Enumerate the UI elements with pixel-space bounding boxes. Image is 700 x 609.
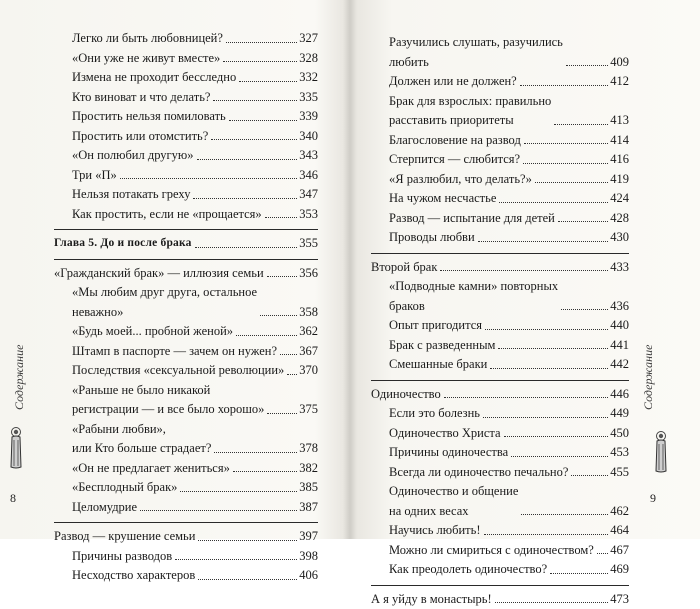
page-number: 8: [10, 491, 16, 506]
leader-dots: [498, 348, 608, 349]
toc-entry: Всегда ли одиночество печально? 455: [371, 463, 629, 483]
toc-entry: Опыт пригодится 440: [371, 316, 629, 336]
left-page: [0, 0, 349, 539]
section-divider: [371, 585, 629, 586]
leader-dots: [523, 163, 608, 164]
toc-entry: «Он полюбил другую» 343: [54, 146, 318, 166]
toc-entry: Легко ли быть любовницей? 327: [54, 29, 318, 49]
toc-entry: Как простить, если не «прощается» 353: [54, 205, 318, 225]
leader-dots: [484, 534, 609, 535]
leader-dots: [495, 602, 609, 603]
running-head: Содержание: [12, 345, 27, 410]
leader-dots: [504, 436, 609, 437]
running-head: Содержание: [641, 345, 656, 410]
leader-dots: [485, 329, 608, 330]
leader-dots: [440, 270, 608, 271]
leader-dots: [267, 276, 298, 277]
leader-dots: [197, 159, 298, 160]
leader-dots: [260, 315, 297, 316]
toc-entry: Как преодолеть одиночество? 469: [371, 560, 629, 580]
left-toc: [54, 29, 318, 586]
toc-entry: «Раньше не было никакой регистрации — и все было хорошо» 375: [54, 381, 318, 420]
leader-dots: [280, 354, 297, 355]
section-divider: [54, 259, 318, 260]
toc-entry: «Подводные камни» повторных браков 436: [371, 277, 629, 316]
leader-dots: [524, 143, 608, 144]
toc-entry: Можно ли смириться с одиночеством? 467: [371, 541, 629, 561]
toc-entry: Простить или отомстить? 340: [54, 127, 318, 147]
leader-dots: [198, 540, 297, 541]
toc-entry: Кто виноват и что делать? 335: [54, 88, 318, 108]
toc-entry: Проводы любви 430: [371, 228, 629, 248]
toc-entry: «Рабыни любви», или Кто больше страдает? 378: [54, 420, 318, 459]
toc-entry: Три «П» 346: [54, 166, 318, 186]
toc-entry: Смешанные браки 442: [371, 355, 629, 375]
section-divider: [54, 522, 318, 523]
leader-dots: [478, 241, 609, 242]
toc-entry: «Мы любим друг друга, остальное неважно» 358: [54, 283, 318, 322]
toc-entry: Должен или не должен? 412: [371, 72, 629, 92]
right-toc: [371, 33, 629, 609]
toc-entry: Одиночество 446: [371, 385, 629, 405]
toc-entry: Разучились слушать, разучились любить 409: [371, 33, 629, 72]
leader-dots: [444, 397, 608, 398]
toc-entry: «Они уже не живут вместе» 328: [54, 49, 318, 69]
leader-dots: [140, 510, 297, 511]
leader-dots: [213, 100, 297, 101]
section-divider: [54, 229, 318, 230]
toc-entry: Причины разводов 398: [54, 547, 318, 567]
toc-entry: На чужом несчастье 424: [371, 189, 629, 209]
saint-figure-icon: [651, 430, 671, 474]
leader-dots: [550, 573, 608, 574]
leader-dots: [554, 124, 608, 125]
toc-entry: Измена не проходит бесследно 332: [54, 68, 318, 88]
toc-entry: «Гражданский брак» — иллюзия семьи 356: [54, 264, 318, 284]
leader-dots: [180, 491, 297, 492]
leader-dots: [223, 61, 297, 62]
leader-dots: [175, 559, 297, 560]
leader-dots: [195, 247, 298, 248]
toc-entry: Одиночество Христа 450: [371, 424, 629, 444]
right-page: [351, 0, 700, 539]
leader-dots: [499, 202, 608, 203]
section-divider: [371, 380, 629, 381]
leader-dots: [483, 417, 608, 418]
toc-entry: Несходство характеров 406: [54, 566, 318, 586]
leader-dots: [236, 335, 297, 336]
leader-dots: [597, 553, 608, 554]
toc-entry: Научись любить! 464: [371, 521, 629, 541]
leader-dots: [198, 579, 297, 580]
toc-entry: Стерпится — слюбится? 416: [371, 150, 629, 170]
toc-entry: Нельзя потакать греху 347: [54, 185, 318, 205]
toc-entry: Брак с разведенным 441: [371, 336, 629, 356]
leader-dots: [558, 221, 608, 222]
leader-dots: [566, 65, 608, 66]
leader-dots: [520, 85, 609, 86]
section-divider: [371, 253, 629, 254]
toc-entry: А я уйду в монастырь! 473: [371, 590, 629, 609]
leader-dots: [233, 471, 297, 472]
leader-dots: [214, 452, 297, 453]
toc-entry: «Будь моей... пробной женой» 362: [54, 322, 318, 342]
toc-entry: Если это болезнь 449: [371, 404, 629, 424]
leader-dots: [535, 182, 608, 183]
leader-dots: [226, 42, 297, 43]
toc-entry: «Я разлюбил, что делать?» 419: [371, 170, 629, 190]
leader-dots: [193, 198, 297, 199]
toc-entry: Благословение на развод 414: [371, 131, 629, 151]
toc-entry: Брак для взрослых: правильно расставить приоритеты 413: [371, 92, 629, 131]
toc-entry: «Бесплодный брак» 385: [54, 478, 318, 498]
toc-entry: Развод — испытание для детей 428: [371, 209, 629, 229]
leader-dots: [511, 456, 608, 457]
leader-dots: [267, 413, 297, 414]
leader-dots: [211, 139, 297, 140]
page-number: 9: [650, 491, 656, 506]
toc-entry: Второй брак 433: [371, 258, 629, 278]
leader-dots: [490, 368, 608, 369]
leader-dots: [571, 475, 608, 476]
toc-entry: «Он не предлагает жениться» 382: [54, 459, 318, 479]
leader-dots: [287, 374, 297, 375]
leader-dots: [120, 178, 297, 179]
toc-entry: Одиночество и общение на одних весах 462: [371, 482, 629, 521]
toc-entry: Последствия «сексуальной революции» 370: [54, 361, 318, 381]
toc-entry: Целомудрие 387: [54, 498, 318, 518]
leader-dots: [239, 81, 297, 82]
leader-dots: [521, 514, 608, 515]
leader-dots: [561, 309, 608, 310]
toc-entry: Развод — крушение семьи 397: [54, 527, 318, 547]
saint-figure-icon: [6, 426, 26, 470]
toc-entry: Простить нельзя помиловать 339: [54, 107, 318, 127]
toc-entry: Причины одиночества 453: [371, 443, 629, 463]
toc-entry: Штамп в паспорте — зачем он нужен? 367: [54, 342, 318, 362]
leader-dots: [265, 217, 298, 218]
leader-dots: [229, 120, 298, 121]
chapter-heading: Глава 5. До и после брака 355: [54, 234, 318, 254]
